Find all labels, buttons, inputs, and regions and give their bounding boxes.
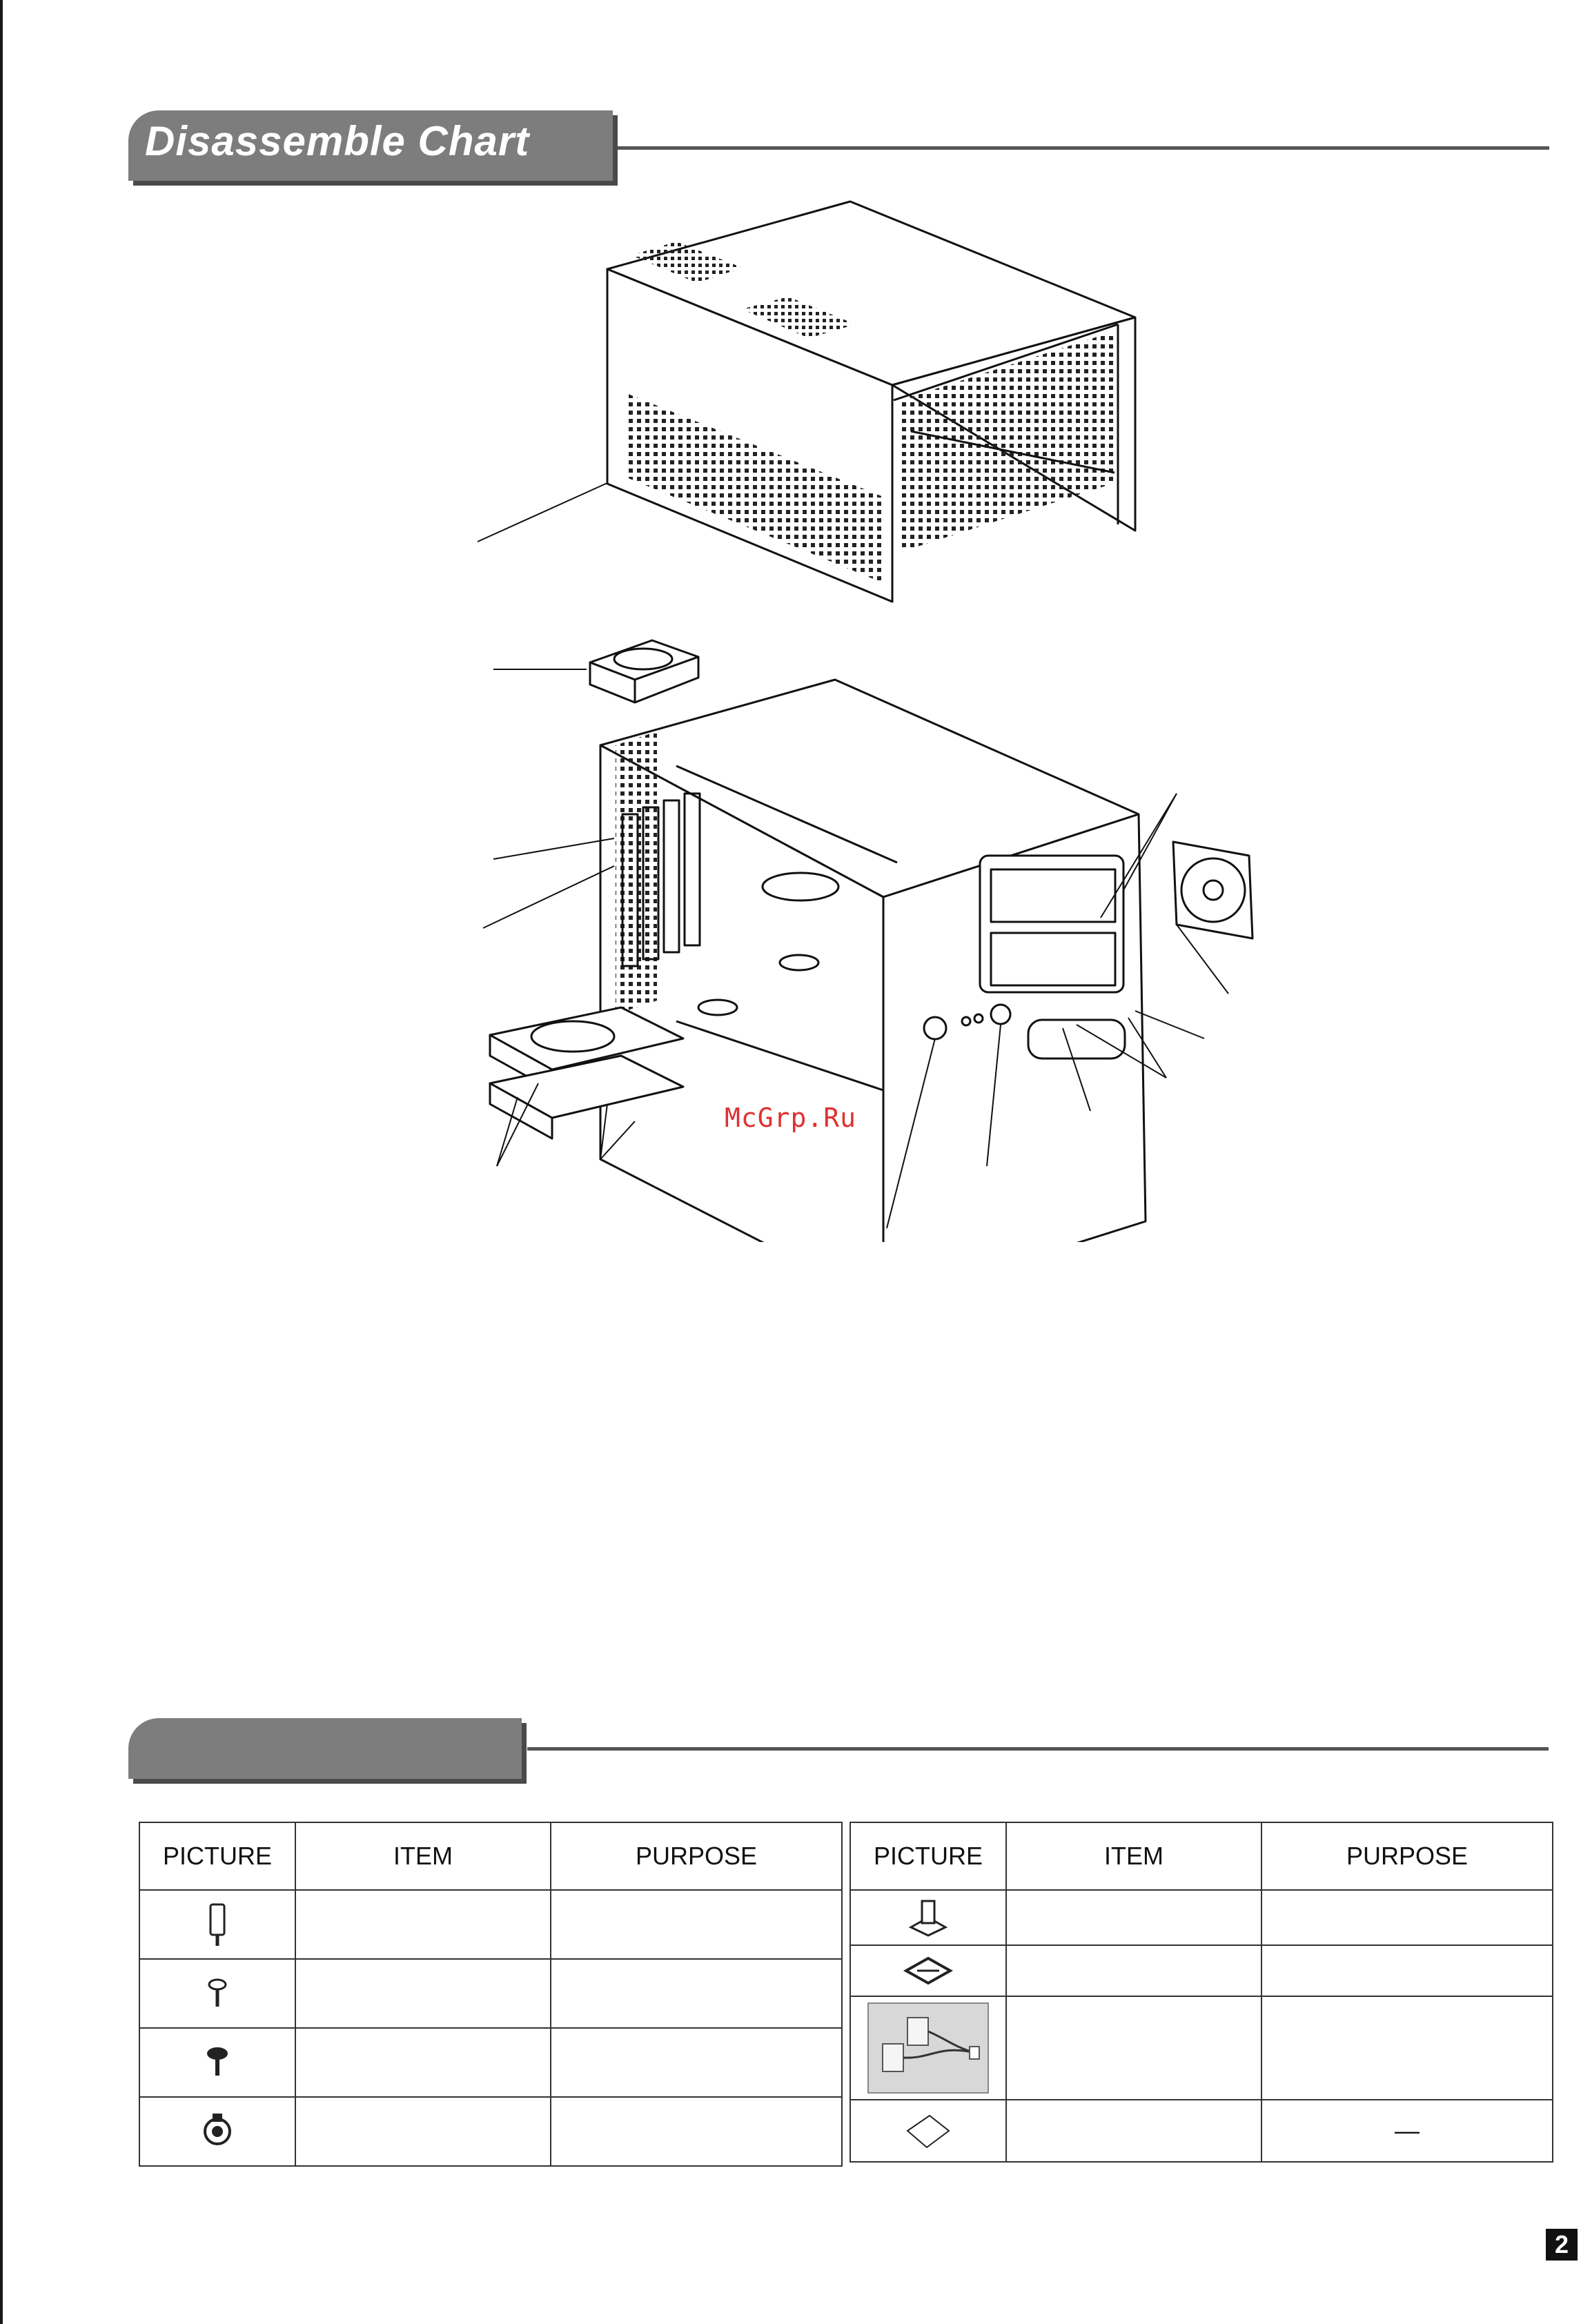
table-row [850, 1945, 1553, 1996]
table-row [139, 1959, 842, 2028]
table-row [139, 2097, 842, 2166]
section-header-rule-2 [527, 1747, 1549, 1751]
column-header: ITEM [295, 1822, 551, 1890]
column-header: PURPOSE [551, 1822, 842, 1890]
pad-icon [850, 2100, 1006, 2162]
item-cell [295, 2097, 551, 2166]
item-cell [295, 2028, 551, 2097]
case-cover [607, 201, 1135, 602]
section-header-tab-2 [128, 1718, 522, 1779]
purpose-cell [551, 1890, 842, 1959]
item-cell [1006, 1890, 1261, 1945]
section-header-rule [618, 146, 1549, 150]
purpose-cell [551, 2097, 842, 2166]
item-cell [295, 1890, 551, 1959]
purpose-cell [1261, 1890, 1553, 1945]
watermark-text: McGrp.Ru [725, 1103, 857, 1133]
purpose-cell [551, 2028, 842, 2097]
cable-clip-icon [850, 1890, 1006, 1945]
standoff-icon [139, 1890, 295, 1959]
purpose-cell [1261, 1996, 1553, 2100]
column-header: PICTURE [139, 1822, 295, 1890]
power-cable-photo [850, 1996, 1006, 2100]
top-fan [590, 640, 698, 702]
item-cell [1006, 1945, 1261, 1996]
accessory-table-left [139, 1822, 843, 2167]
item-cell [1006, 1996, 1261, 2100]
table-header-row [850, 1822, 1553, 1890]
purpose-cell [551, 1959, 842, 2028]
page-number: 2 [1546, 2229, 1578, 2261]
section-header-tab [128, 110, 613, 181]
cable-tie-mount-icon [850, 1945, 1006, 1996]
small-screw-icon [139, 1959, 295, 2028]
section-title: Disassemble Chart [145, 118, 530, 164]
column-header: PURPOSE [1261, 1822, 1553, 1890]
thumb-screw-icon [139, 2097, 295, 2166]
item-cell [1006, 2100, 1261, 2162]
table-row [139, 1890, 842, 1959]
accessory-table-right [850, 1822, 1553, 2163]
table-row [850, 2100, 1553, 2162]
page-edge-rule [0, 0, 3, 2324]
column-header: ITEM [1006, 1822, 1261, 1890]
column-header: PICTURE [850, 1822, 1006, 1890]
chassis [600, 680, 1146, 1242]
front-fan [1173, 842, 1253, 938]
item-cell [295, 1959, 551, 2028]
purpose-cell: — [1261, 2100, 1553, 2162]
flat-screw-icon [139, 2028, 295, 2097]
table-row [139, 2028, 842, 2097]
exploded-case-diagram [469, 193, 1311, 1242]
purpose-cell [1261, 1945, 1553, 1996]
table-row [850, 1996, 1553, 2100]
table-header-row [139, 1822, 842, 1890]
table-row [850, 1890, 1553, 1945]
